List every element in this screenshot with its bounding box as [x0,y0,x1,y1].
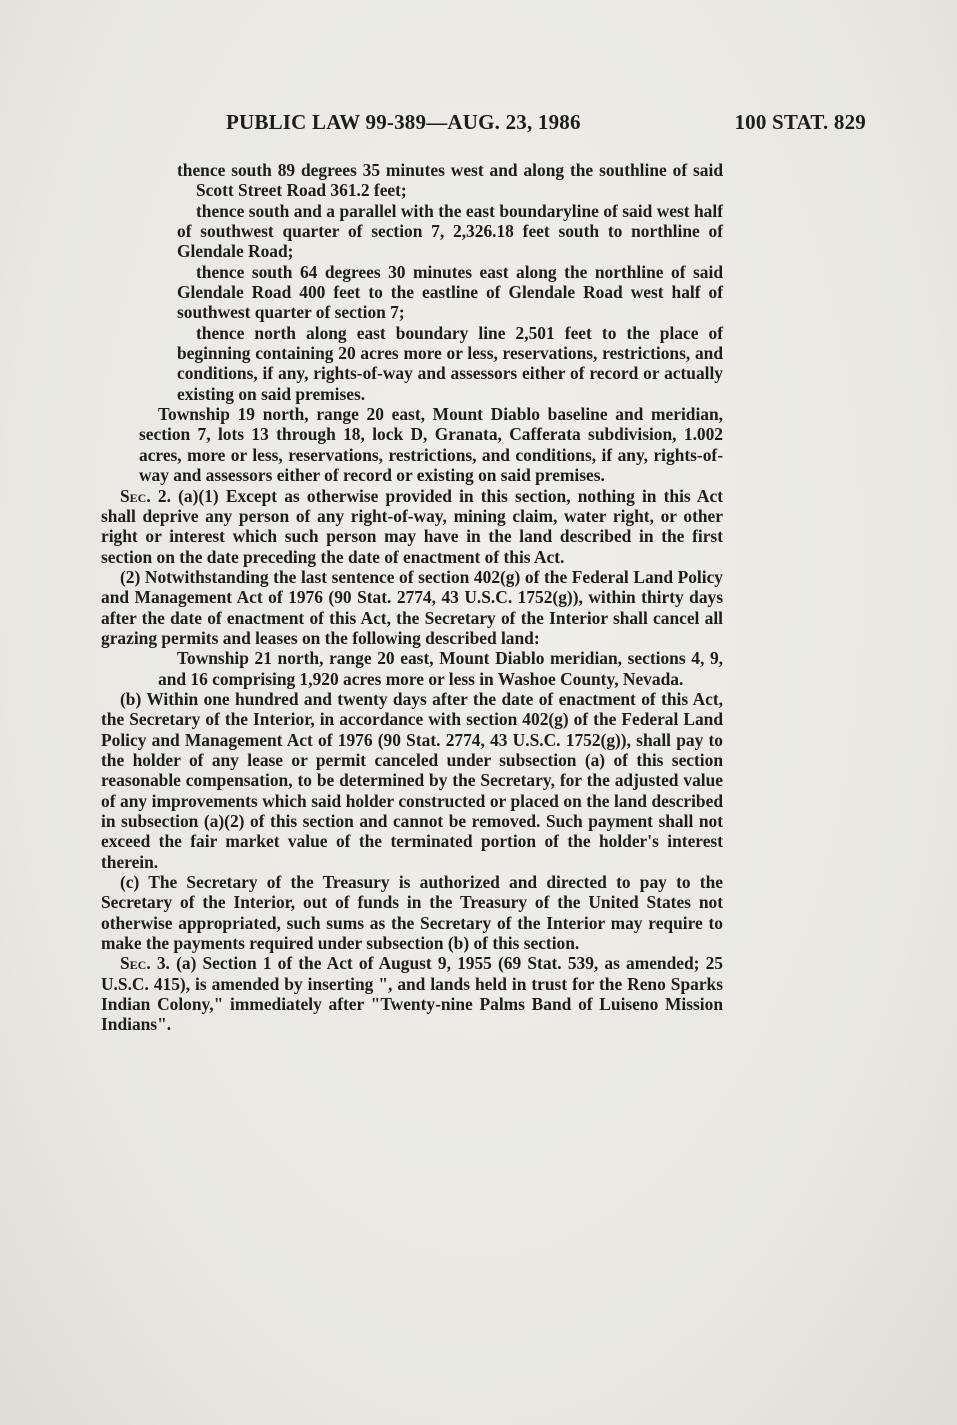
section-2-paragraph: Sec. 2. (a)(1) Except as otherwise provided in this section, nothing in this Act shall deprive any person of any right-of-way, mining claim, water right, or other right or interest which such person may have in the land described in the first section on the date preceding the date of enactment of this Act. [101,485,723,567]
paragraph: Township 19 north, range 20 east, Mount Diablo baseline and meridian, section 7, lots 13 through 18, lock D, Granata, Cafferata subdivision, 1.002 acres, more or less, reservations, restrictions, and conditions, if any, rights-of-way and assessors either of record or existing on said premises. [139,404,723,486]
paragraph: thence south and a parallel with the east boundaryline of said west half of southwest quarter of section 7, 2,326.18 feet south to northline of Glendale Road; [177,200,723,262]
section-3-paragraph: Sec. 3. (a) Section 1 of the Act of August 9, 1955 (69 Stat. 539, as amended; 25 U.S.C. 415), is amended by inserting ", and lands held in trust for the Reno Sparks Indian Colony," immediately after "Twenty-nine Palms Band of Luiseno Mission Indians". [101,953,724,1035]
paragraph: thence south 64 degrees 30 minutes east along the northline of said Glendale Road 400 feet to the eastline of Glendale Road west half of southwest quarter of section 7; [177,261,723,323]
paragraph: thence south 89 degrees 35 minutes west and along the southline of said Scott Street Road 361.2 feet; [177,160,723,201]
paragraph: (b) Within one hundred and twenty days after the date of enactment of this Act, the Secretary of the Interior, in accordance with section 402(g) of the Federal Land Policy and Management Act of 1976 (90 Stat. 2774, 43 U.S.C. 1752(g)), shall pay to the holder of any lease or permit canceled under subsection (a) of this section reasonable compensation, to be determined by the Secretary, for the adjusted value of any improvements which said holder constructed or placed on the land described in subsection (a)(2) of this section and cannot be removed. Such payment shall not exceed the fair market value of the terminated portion of the holder's interest therein. [101,688,723,872]
paragraph: thence north along east boundary line 2,501 feet to the place of beginning containing 20 acres more or less, reservations, restrictions, and conditions, if any, rights-of-way and assessors either of record or actually existing on said premises. [177,322,723,404]
paragraph: (c) The Secretary of the Treasury is authorized and directed to pay to the Secretary of the Interior, out of funds in the Treasury of the United States not otherwise appropriated, such sums as the Secretary of the Interior may require to make the payments required under subsection (b) of this section. [101,872,723,954]
public-law-citation: PUBLIC LAW 99-389—AUG. 23, 1986 [226,110,581,134]
stat-page-number: 100 STAT. 829 [734,110,866,134]
law-text [101,160,723,1035]
paragraph: Township 21 north, range 20 east, Mount Diablo meridian, sections 4, 9, and 16 comprising 1,920 acres more or less in Washoe County, Nevada. [158,648,723,689]
section-label: Sec. 2. [120,485,171,506]
paragraph: (2) Notwithstanding the last sentence of section 402(g) of the Federal Land Policy and Management Act of 1976 (90 Stat. 2774, 43 U.S.C. 1752(g)), within thirty days after the date of enactment of this Act, the Secretary of the Interior shall cancel all grazing permits and leases on the following described land: [101,566,723,648]
section-label: Sec. 3. [120,953,170,974]
page-header [226,110,866,140]
